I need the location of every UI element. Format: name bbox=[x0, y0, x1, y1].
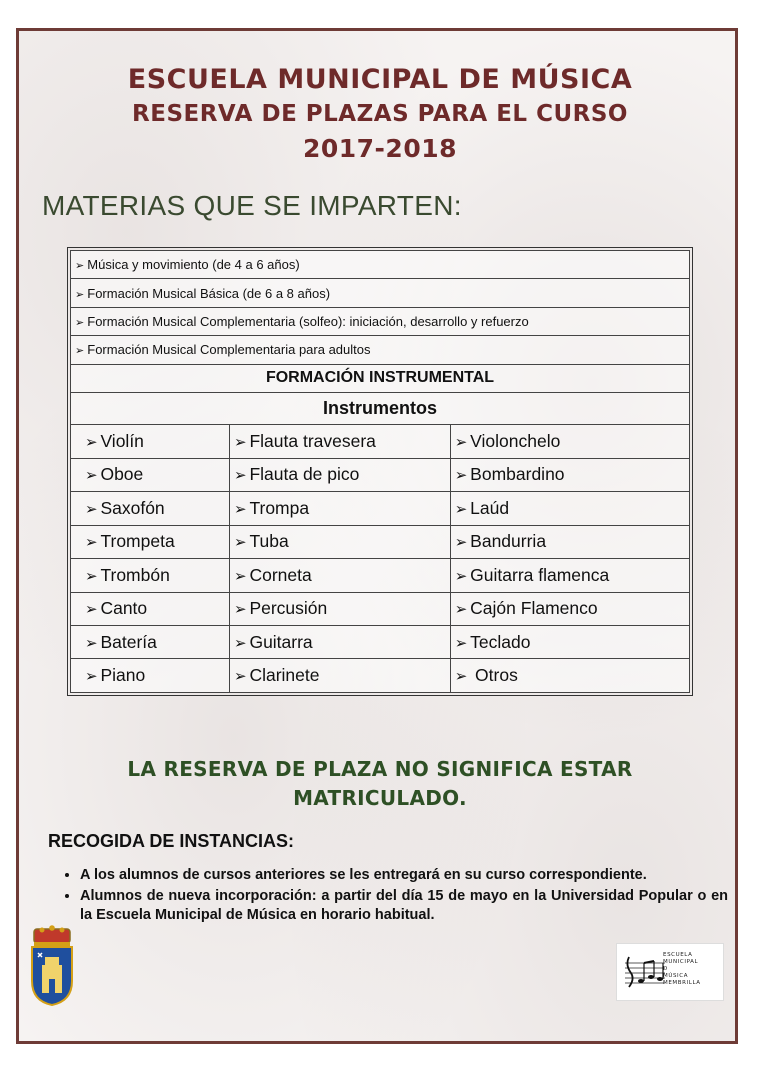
arrow-bullet-icon: ➢ bbox=[234, 635, 247, 652]
instrument-name: Cajón Flamenco bbox=[470, 598, 598, 619]
title-year: 2017-2018 bbox=[302, 134, 458, 163]
arrow-bullet-icon: ➢ bbox=[454, 535, 468, 552]
music-staff-icon bbox=[623, 953, 667, 993]
instrument-name: Bombardino bbox=[470, 464, 565, 485]
arrow-bullet-icon: ➢ bbox=[234, 468, 247, 485]
arrow-bullet-icon: ➢ bbox=[454, 669, 468, 686]
instrument-row bbox=[71, 492, 690, 525]
instrumentos-header-row bbox=[71, 392, 690, 424]
instrument-name: Trombón bbox=[100, 564, 170, 585]
arrow-bullet-icon: ➢ bbox=[234, 568, 247, 585]
instrument-name: Canto bbox=[100, 598, 148, 619]
instrument-name: Trompa bbox=[249, 497, 310, 518]
instrument-row bbox=[71, 458, 690, 491]
arrow-bullet-icon: ➢ bbox=[85, 468, 98, 485]
arrow-bullet-icon: ➢ bbox=[234, 535, 247, 552]
arrow-bullet-icon: ➢ bbox=[85, 635, 98, 652]
instrument-row bbox=[71, 425, 690, 458]
course-row bbox=[71, 279, 690, 307]
instrument-row bbox=[71, 659, 690, 693]
instrument-name: Guitarra flamenca bbox=[470, 564, 610, 585]
arrow-bullet-icon: ➢ bbox=[454, 602, 468, 619]
arrow-bullet-icon: ➢ bbox=[75, 288, 85, 301]
arrow-bullet-icon: ➢ bbox=[85, 501, 98, 518]
instrument-name: Trompeta bbox=[100, 531, 175, 552]
materias-heading: MATERIAS QUE SE IMPARTEN: bbox=[42, 190, 462, 221]
instrument-name: Batería bbox=[100, 631, 157, 652]
title-reservation: RESERVA DE PLAZAS PARA EL CURSO bbox=[132, 101, 628, 127]
town-coat-of-arms-icon bbox=[28, 925, 76, 1007]
arrow-bullet-icon: ➢ bbox=[454, 435, 468, 452]
instrument-name: Bandurria bbox=[470, 531, 547, 552]
instrument-name: Piano bbox=[100, 665, 146, 686]
instrument-name: Flauta de pico bbox=[249, 464, 360, 485]
arrow-bullet-icon: ➢ bbox=[85, 568, 98, 585]
logo-line: D bbox=[663, 966, 668, 972]
instrument-name: Saxofón bbox=[100, 497, 165, 518]
arrow-bullet-icon: ➢ bbox=[85, 535, 98, 552]
instrument-name: Tuba bbox=[249, 531, 289, 552]
instrument-row bbox=[71, 559, 690, 592]
arrow-bullet-icon: ➢ bbox=[234, 602, 247, 619]
course-label: Formación Musical Complementaria (solfeo): iniciación, desarrollo y refuerzo bbox=[87, 313, 529, 329]
formacion-header-row bbox=[71, 364, 690, 392]
arrow-bullet-icon: ➢ bbox=[75, 345, 85, 358]
course-label: Formación Musical Complementaria para adultos bbox=[87, 342, 371, 358]
course-row bbox=[71, 336, 690, 364]
reservation-notice bbox=[80, 755, 680, 813]
list-item: • Alumnos de nueva incorporación: a partir del día 15 de mayo en la Universidad Popular o en la Escuela Municipal de Música en horario habitual. bbox=[80, 887, 728, 925]
title-school: ESCUELA MUNICIPAL DE MÚSICA bbox=[127, 64, 633, 95]
arrow-bullet-icon: ➢ bbox=[85, 435, 98, 452]
arrow-bullet-icon: ➢ bbox=[454, 568, 468, 585]
arrow-bullet-icon: ➢ bbox=[454, 501, 468, 518]
instrument-name: Percusión bbox=[249, 598, 328, 619]
school-logo bbox=[616, 943, 724, 1001]
logo-line: MEMBRILLA bbox=[663, 980, 701, 986]
instrument-name: Clarinete bbox=[249, 665, 320, 686]
recogida-list bbox=[62, 866, 728, 927]
instrument-row bbox=[71, 626, 690, 659]
formacion-heading: FORMACIÓN INSTRUMENTAL bbox=[71, 364, 690, 392]
arrow-bullet-icon: ➢ bbox=[85, 602, 98, 619]
instrument-row bbox=[71, 592, 690, 625]
instrument-row bbox=[71, 525, 690, 558]
notice-line: MATRICULADO. bbox=[293, 786, 467, 810]
logo-text bbox=[663, 952, 723, 987]
course-row bbox=[71, 251, 690, 279]
course-label: Música y movimiento (de 4 a 6 años) bbox=[87, 257, 300, 273]
course-row bbox=[71, 307, 690, 335]
logo-line: MÚSICA bbox=[663, 973, 689, 979]
instrument-name: Otros bbox=[475, 665, 518, 686]
notice-line: LA RESERVA DE PLAZA NO SIGNIFICA ESTAR bbox=[127, 757, 633, 781]
arrow-bullet-icon: ➢ bbox=[234, 669, 247, 686]
instrument-name: Violín bbox=[100, 431, 144, 452]
instrument-name: Flauta travesera bbox=[249, 431, 376, 452]
logo-line: ESCUELA bbox=[663, 952, 693, 958]
subjects-table bbox=[67, 247, 693, 696]
instrument-name: Laúd bbox=[470, 497, 510, 518]
arrow-bullet-icon: ➢ bbox=[234, 501, 247, 518]
logo-line: MUNICIPAL bbox=[663, 959, 699, 965]
instrument-name: Teclado bbox=[470, 631, 531, 652]
arrow-bullet-icon: ➢ bbox=[75, 316, 85, 329]
instrumentos-heading: Instrumentos bbox=[71, 392, 690, 424]
list-item: • A los alumnos de cursos anteriores se les entregará en su curso correspondiente. bbox=[80, 866, 728, 885]
instrument-name: Violonchelo bbox=[470, 431, 561, 452]
arrow-bullet-icon: ➢ bbox=[85, 669, 98, 686]
instrument-name: Corneta bbox=[249, 564, 312, 585]
arrow-bullet-icon: ➢ bbox=[234, 435, 247, 452]
recogida-heading: RECOGIDA DE INSTANCIAS: bbox=[48, 831, 295, 851]
course-label: Formación Musical Básica (de 6 a 8 años) bbox=[87, 285, 331, 301]
arrow-bullet-icon: ➢ bbox=[454, 468, 468, 485]
instrument-name: Oboe bbox=[100, 464, 144, 485]
arrow-bullet-icon: ➢ bbox=[75, 260, 85, 273]
instrument-name: Guitarra bbox=[249, 631, 313, 652]
arrow-bullet-icon: ➢ bbox=[454, 635, 468, 652]
